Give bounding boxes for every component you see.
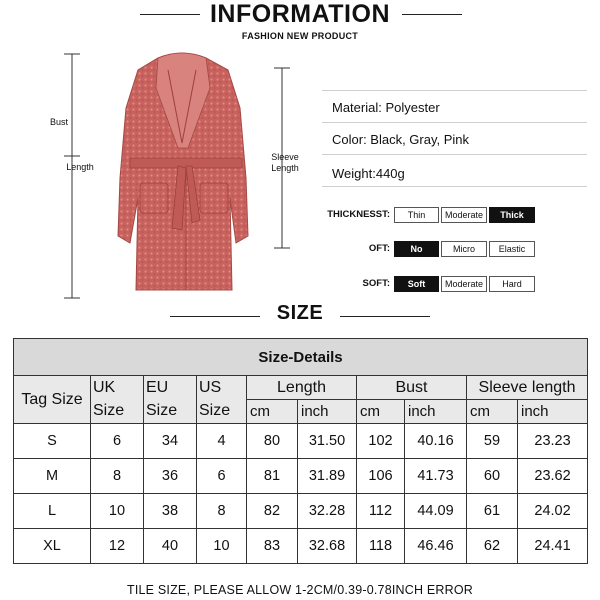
table-cell: 23.23 [518, 424, 588, 459]
robe-illustration [60, 48, 310, 308]
table-cell: 46.46 [405, 529, 467, 564]
length-header: Length [247, 376, 357, 400]
table-cell: 41.73 [405, 459, 467, 494]
bust-cm-header: cm [357, 400, 405, 424]
size-title: SIZE [276, 302, 324, 324]
soft-label: SOFT: [362, 278, 390, 289]
bust-label: Bust [49, 117, 68, 127]
table-cell: 24.41 [518, 529, 588, 564]
length-label: Length [66, 162, 94, 172]
table-cell: 118 [357, 529, 405, 564]
table-cell: 23.62 [518, 459, 588, 494]
color-spec: Color: Black, Gray, Pink [332, 132, 470, 147]
table-cell: 31.89 [298, 459, 357, 494]
us-sub-header: Size [197, 400, 247, 424]
sleeve-length-label [263, 152, 307, 174]
sleeve-header: Sleeve length [467, 376, 588, 400]
table-cell: 102 [357, 424, 405, 459]
table-cell: 6 [197, 459, 247, 494]
spec-divider-1 [322, 122, 587, 123]
table-cell: 82 [247, 494, 298, 529]
table-cell: 83 [247, 529, 298, 564]
spec-divider-3 [322, 186, 587, 187]
oft-micro: Micro [441, 241, 487, 257]
table-cell: 6 [91, 424, 144, 459]
table-cell: 59 [467, 424, 518, 459]
info-subtitle: FASHION NEW PRODUCT [241, 31, 359, 41]
table-cell: 40 [144, 529, 197, 564]
table-cell: 80 [247, 424, 298, 459]
table-cell: 24.02 [518, 494, 588, 529]
sleeve-label-line1: Sleeve [271, 152, 299, 162]
spec-divider-top [322, 90, 587, 91]
table-cell: L [14, 494, 91, 529]
table-cell: 62 [467, 529, 518, 564]
table-cell: 34 [144, 424, 197, 459]
thickness-moderate: Moderate [441, 207, 487, 223]
size-tolerance-note: TILE SIZE, PLEASE ALLOW 1-2CM/0.39-0.78INCH ERROR [126, 583, 474, 597]
table-row [14, 424, 588, 459]
thickness-thin: Thin [394, 207, 439, 223]
table-cell: 60 [467, 459, 518, 494]
table-cell: 32.28 [298, 494, 357, 529]
table-cell: 31.50 [298, 424, 357, 459]
table-cell: 10 [197, 529, 247, 564]
oft-no: No [394, 241, 439, 257]
table-row [14, 494, 588, 529]
table-cell: 10 [91, 494, 144, 529]
us-header: US [197, 376, 247, 400]
table-row [14, 529, 588, 564]
eu-header: EU [144, 376, 197, 400]
table-cell: 12 [91, 529, 144, 564]
table-cell: 8 [91, 459, 144, 494]
table-cell: 32.68 [298, 529, 357, 564]
table-cell: M [14, 459, 91, 494]
info-title: INFORMATION [209, 0, 390, 28]
table-cell: 61 [467, 494, 518, 529]
soft-hard: Hard [489, 276, 535, 292]
bust-inch-header: inch [405, 400, 467, 424]
weight-spec: Weight:440g [332, 166, 405, 181]
spec-divider-2 [322, 154, 587, 155]
table-cell: XL [14, 529, 91, 564]
size-table-caption: Size-Details [14, 339, 588, 376]
soft-soft: Soft [394, 276, 439, 292]
uk-header: UK [91, 376, 144, 400]
eu-sub-header: Size [144, 400, 197, 424]
table-cell: 44.09 [405, 494, 467, 529]
soft-moderate: Moderate [441, 276, 487, 292]
table-cell: 81 [247, 459, 298, 494]
length-guide [64, 54, 80, 298]
oft-elastic: Elastic [489, 241, 535, 257]
table-cell: 8 [197, 494, 247, 529]
sleeve-inch-header: inch [518, 400, 588, 424]
size-table-body [14, 424, 588, 564]
oft-label: OFT: [368, 243, 390, 254]
sleeve-label-line2: Length [271, 163, 299, 173]
thickness-label: THICKNESST: [327, 209, 390, 220]
table-row [14, 459, 588, 494]
table-cell: 38 [144, 494, 197, 529]
size-table [13, 338, 588, 564]
table-cell: 112 [357, 494, 405, 529]
tag-size-header: Tag Size [14, 376, 91, 424]
table-cell: 40.16 [405, 424, 467, 459]
sleeve-cm-header: cm [467, 400, 518, 424]
length-inch-header: inch [298, 400, 357, 424]
uk-sub-header: Size [91, 400, 144, 424]
bust-header: Bust [357, 376, 467, 400]
table-cell: 106 [357, 459, 405, 494]
material-spec: Material: Polyester [332, 100, 440, 115]
table-cell: 36 [144, 459, 197, 494]
robe-body [118, 53, 248, 290]
length-cm-header: cm [247, 400, 298, 424]
table-cell: S [14, 424, 91, 459]
table-cell: 4 [197, 424, 247, 459]
thickness-thick: Thick [489, 207, 535, 223]
